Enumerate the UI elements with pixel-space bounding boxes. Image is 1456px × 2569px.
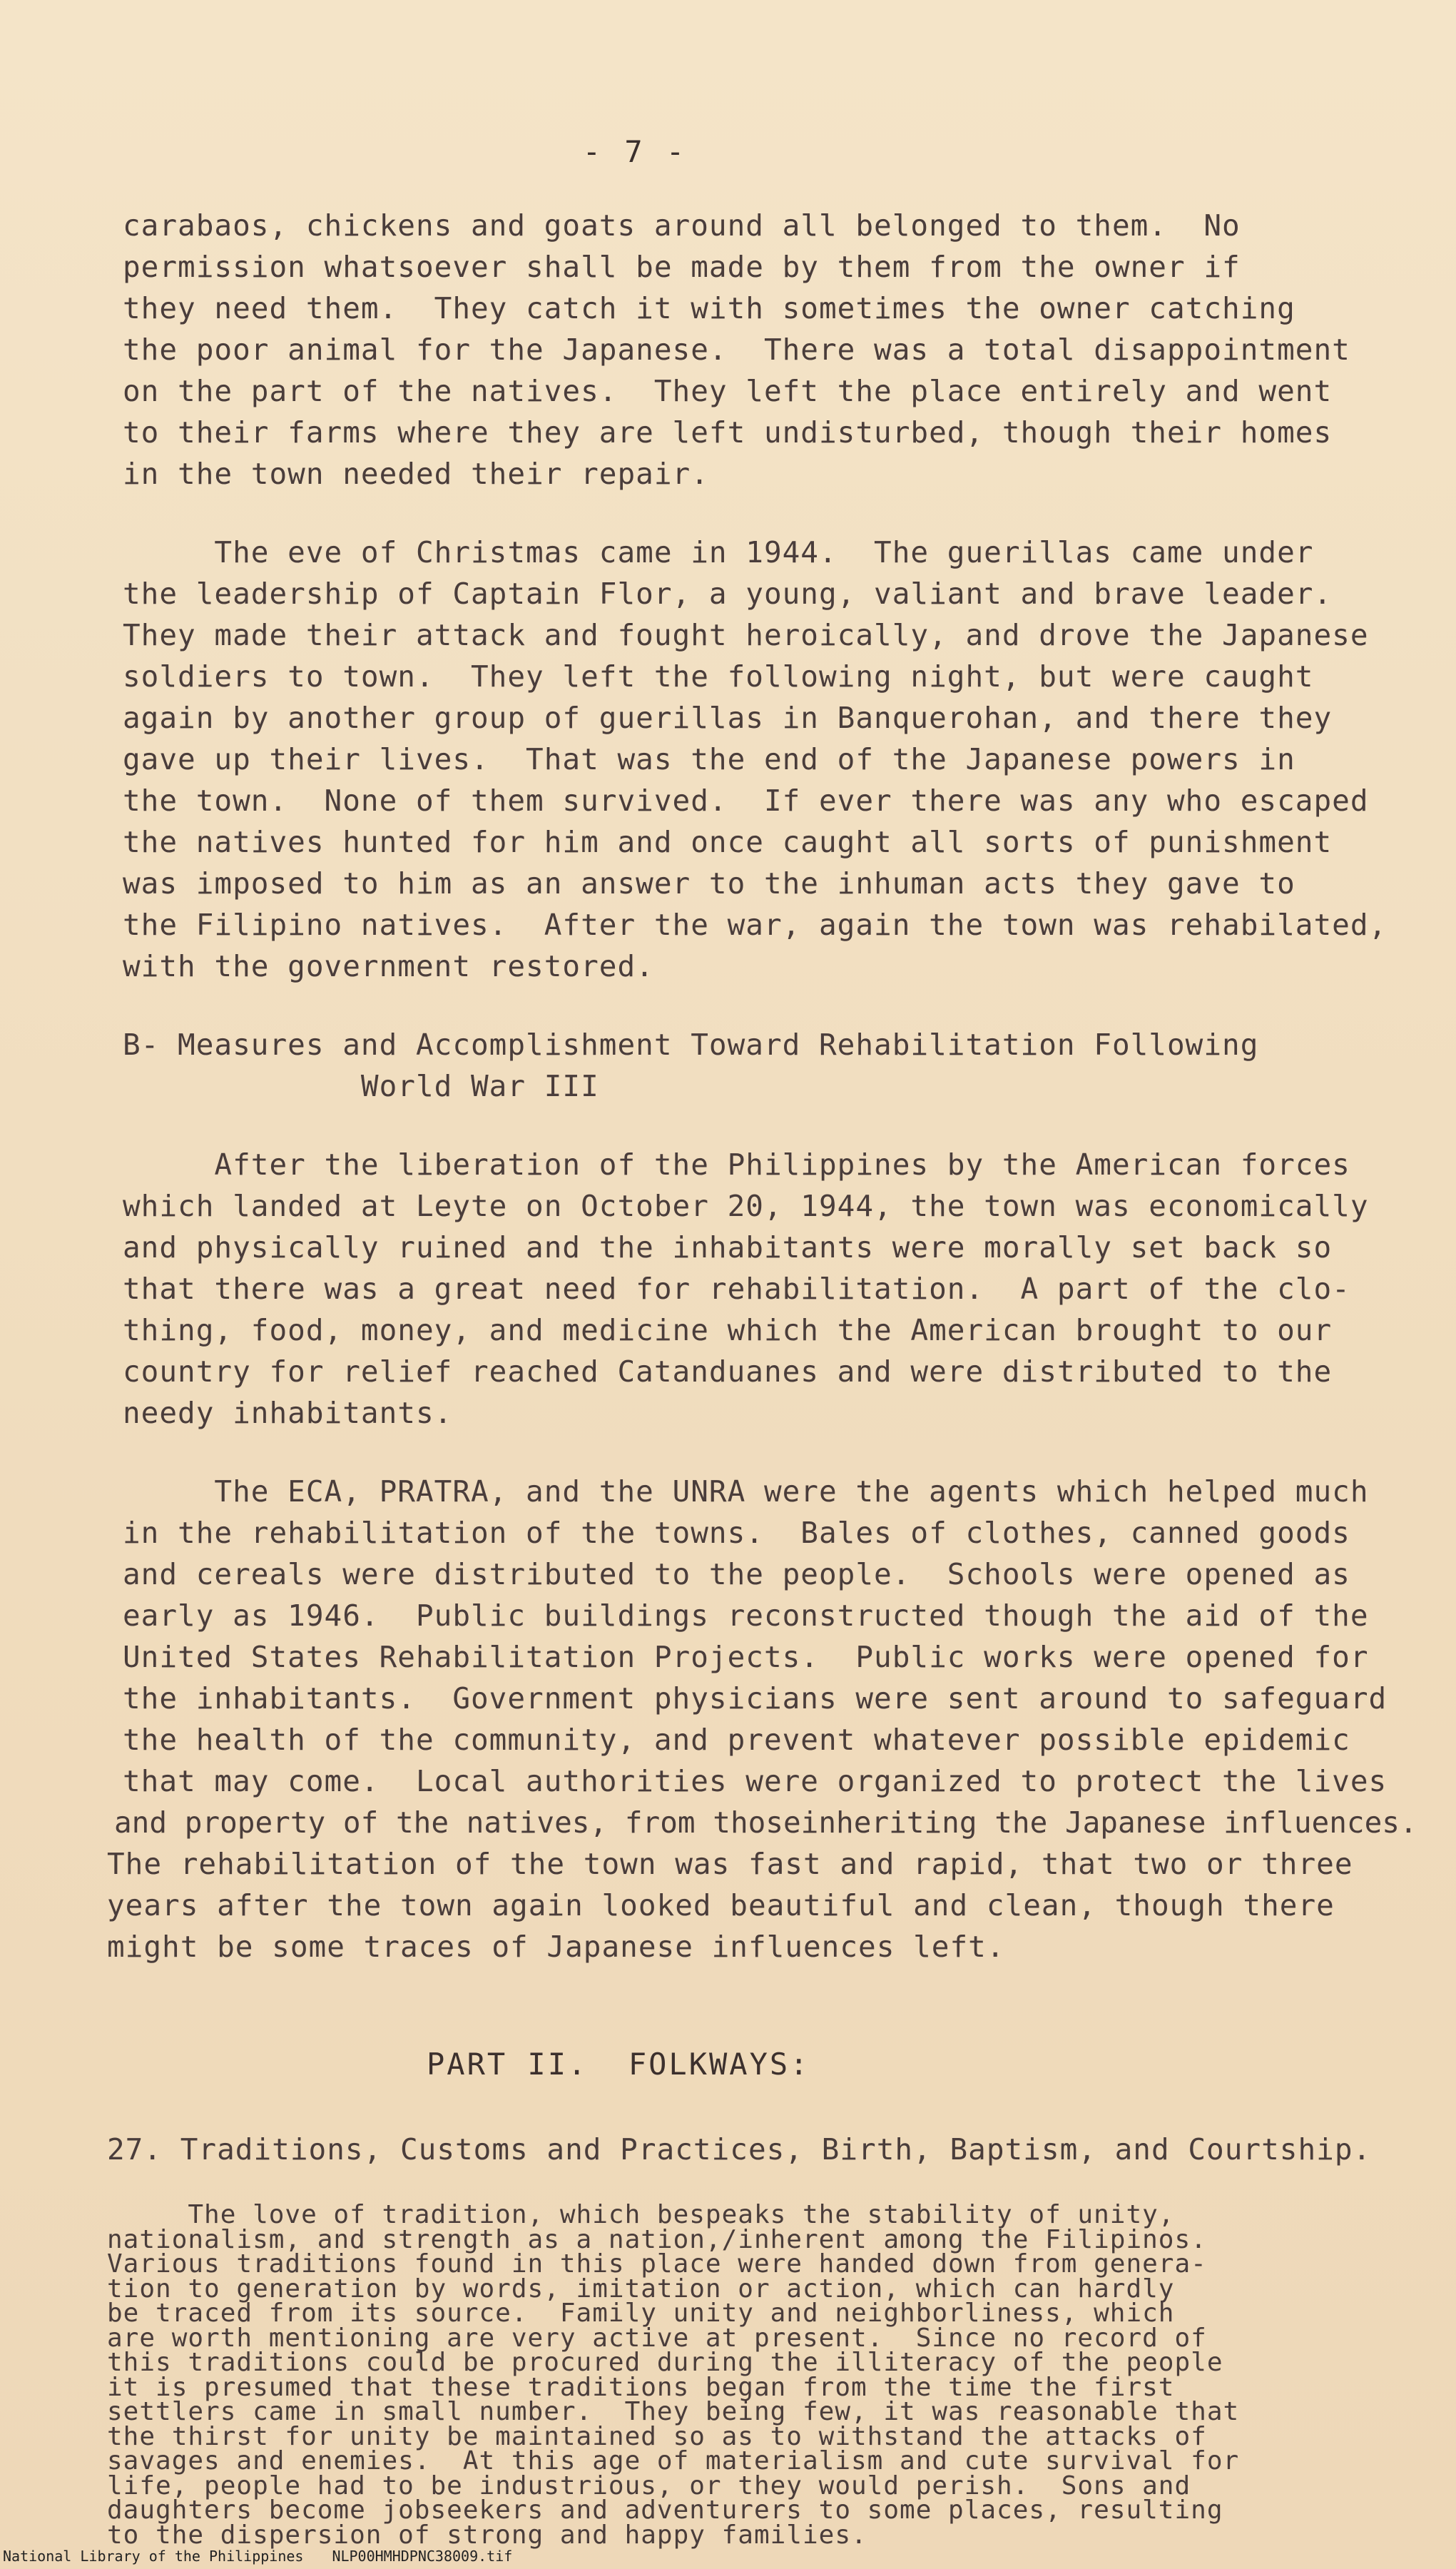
- text-line: tion to generation by words, imitation or action, which can hardly: [107, 2274, 1175, 2304]
- text-line: might be some traces of Japanese influences left.: [107, 1930, 1005, 1964]
- text-line: The ECA, PRATRA, and the UNRA were the agents which helped much: [123, 1474, 1369, 1509]
- text-line: daughters become jobseekers and adventurers to some places, resulting: [107, 2495, 1223, 2525]
- text-line: in the rehabilitation of the towns. Bales of clothes, canned goods: [123, 1516, 1350, 1550]
- text-line: are worth mentioning are very active at present. Since no record of: [107, 2323, 1207, 2353]
- text-line: to their farms where they are left undisturbed, though their homes: [123, 415, 1333, 450]
- text-line: it is presumed that these traditions began from the time the first: [107, 2372, 1175, 2402]
- text-line: which landed at Leyte on October 20, 1944, the town was economically: [123, 1189, 1369, 1223]
- text-line: The rehabilitation of the town was fast and rapid, that two or three: [107, 1847, 1353, 1881]
- text-line: the town. None of them survived. If ever there was any who escaped: [123, 784, 1369, 818]
- text-line: the Filipino natives. After the war, again the town was rehabilated,: [123, 908, 1388, 942]
- text-line: After the liberation of the Philippines by the American forces: [123, 1147, 1350, 1182]
- text-line: The love of tradition, which bespeaks the stability of unity,: [107, 2200, 1175, 2229]
- text-line: life, people had to be industrious, or they would perish. Sons and: [107, 2471, 1191, 2500]
- part-heading: PART II. FOLKWAYS:: [427, 2047, 810, 2082]
- footer-library: National Library of the Philippines: [3, 2548, 304, 2565]
- footer-file: NLP00HMHDPNC38009.tif: [332, 2548, 513, 2565]
- text-line: and cereals were distributed to the people. Schools were opened as: [123, 1557, 1350, 1591]
- text-line: with the government restored.: [123, 949, 654, 983]
- scan-footer: [3, 2548, 1451, 2565]
- text-line: United States Rehabilitation Projects. Public works were opened for: [123, 1640, 1369, 1674]
- text-line: was imposed to him as an answer to the inhuman acts they gave to: [123, 866, 1295, 901]
- text-line: carabaos, chickens and goats around all belonged to them. No: [123, 208, 1241, 243]
- text-line: nationalism, and strength as a nation,/inherent among the Filipinos.: [107, 2224, 1207, 2254]
- text-line: in the town needed their repair.: [123, 457, 709, 491]
- text-line: needy inhabitants.: [123, 1396, 453, 1430]
- text-line: savages and enemies. At this age of materialism and cute survival for: [107, 2446, 1240, 2476]
- section-heading-b: B- Measures and Accomplishment Toward Rehabilitation Following: [123, 1028, 1259, 1062]
- text-line: country for relief reached Catanduanes and were distributed to the: [123, 1354, 1333, 1389]
- text-line: that there was a great need for rehabilitation. A part of the clo-: [123, 1272, 1350, 1306]
- text-line: the poor animal for the Japanese. There was a total disappointment: [123, 333, 1350, 367]
- text-line: early as 1946. Public buildings reconstructed though the aid of the: [123, 1598, 1369, 1633]
- text-line: Various traditions found in this place were handed down from genera-: [107, 2249, 1207, 2279]
- text-line: thing, food, money, and medicine which the American brought to our: [123, 1313, 1333, 1347]
- text-line: the thirst for unity be maintained so as to withstand the attacks of: [107, 2421, 1207, 2451]
- text-line: years after the town again looked beautiful and clean, though there: [107, 1888, 1335, 1922]
- text-line: The eve of Christmas came in 1944. The guerillas came under: [123, 535, 1314, 569]
- text-line: be traced from its source. Family unity and neighborliness, which: [107, 2299, 1175, 2328]
- text-line: to the dispersion of strong and happy families.: [107, 2520, 867, 2550]
- text-line: and physically ruined and the inhabitants were morally set back so: [123, 1230, 1333, 1265]
- text-line: the health of the community, and prevent whatever possible epidemic: [123, 1723, 1350, 1757]
- text-line: on the part of the natives. They left the place entirely and went: [123, 374, 1333, 408]
- text-line: soldiers to town. They left the following night, but were caught: [123, 659, 1314, 694]
- text-line: that may come. Local authorities were organized to protect the lives: [123, 1764, 1388, 1798]
- text-line: They made their attack and fought heroically, and drove the Japanese: [123, 618, 1369, 652]
- page-number: - 7 -: [582, 134, 688, 169]
- text-line: again by another group of guerillas in Banquerohan, and there they: [123, 701, 1333, 735]
- text-line: this traditions could be procured during the illiteracy of the people: [107, 2348, 1223, 2377]
- text-line: permission whatsoever shall be made by them from the owner if: [123, 250, 1241, 284]
- text-line: and property of the natives, from thoseinheriting the Japanese influences.: [114, 1805, 1417, 1840]
- text-line: settlers came in small number. They being few, it was reasonable that: [107, 2397, 1240, 2426]
- section-heading-b-cont: World War III: [123, 1069, 599, 1103]
- text-line: the natives hunted for him and once caught all sorts of punishment: [123, 825, 1333, 859]
- text-line: the leadership of Captain Flor, a young, valiant and brave leader.: [123, 577, 1333, 611]
- text-line: they need them. They catch it with sometimes the owner catching: [123, 291, 1295, 325]
- section-heading-27: 27. Traditions, Customs and Practices, Birth, Baptism, and Courtship.: [107, 2132, 1372, 2167]
- text-line: the inhabitants. Government physicians were sent around to safeguard: [123, 1681, 1388, 1716]
- text-line: gave up their lives. That was the end of the Japanese powers in: [123, 742, 1295, 776]
